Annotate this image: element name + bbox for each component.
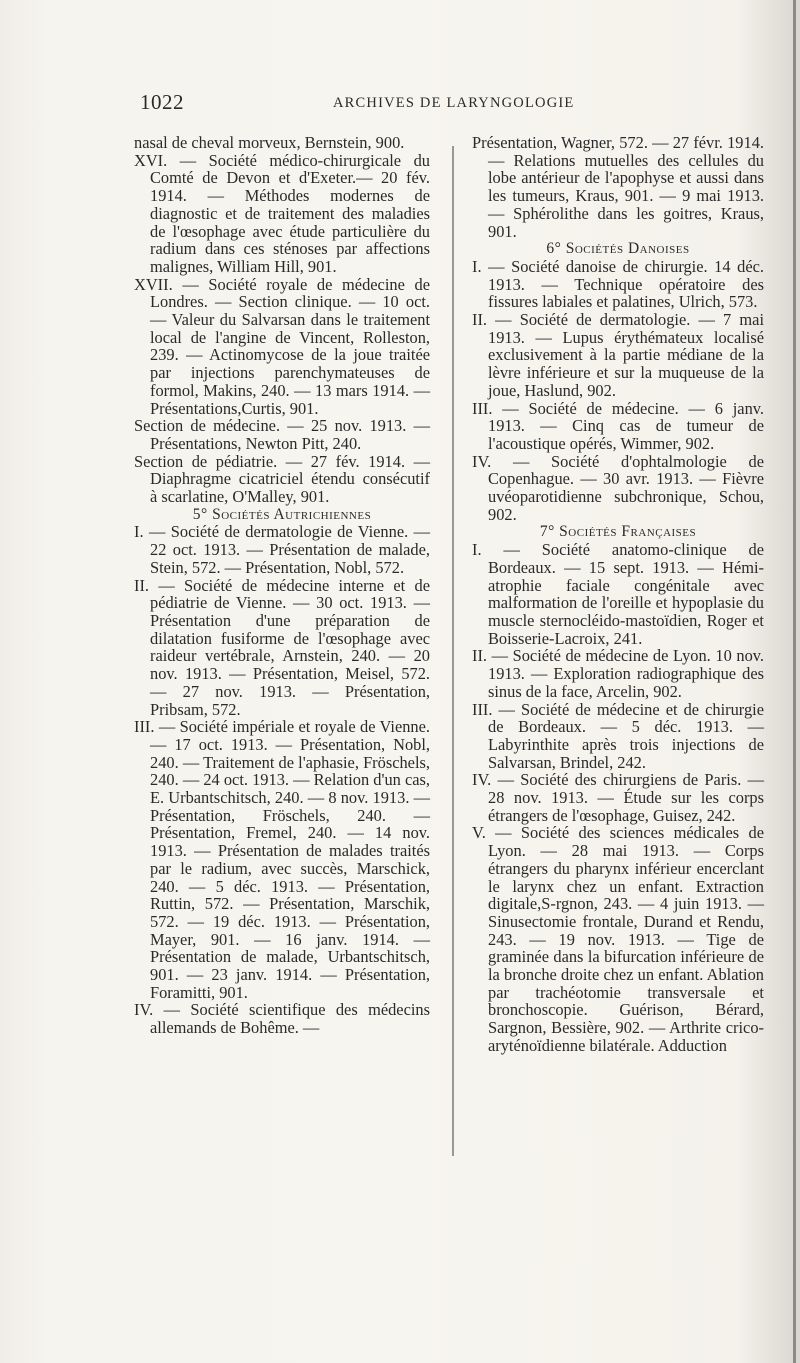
right-column <box>472 134 764 1055</box>
page-edge-shadow <box>793 0 796 1363</box>
index-entry: I. — Société danoise de chirurgie. 14 déc. 1913. — Technique opératoire des fissures labiales et palatines, Ulrich, 573. <box>472 256 764 312</box>
index-entry: III. — Société de médecine et de chirurgie de Bordeaux. — 5 déc. 1913. — Labyrinthite après trois injections de Salvarsan, Brindel, 242. <box>472 699 764 772</box>
index-entry: V. — Société des sciences médicales de Lyon. — 28 mai 1913. — Corps étrangers du pharynx inférieur encerclant le larynx chez un enfant. Extraction digitale,S-rgnon, 243. — 4 juin 1913. — Sinusectomie frontale, Durand et Rendu, 243. — 19 nov. 1913. — Tige de graminée dans la bifurcation inférieure de la bronche droite chez un enfant. Ablation par trachéotomie transversale et bronchoscopie. Guérison, Bérard, Sargnon, Bessière, 902. — Arthrite crico-aryténoïdienne bilatérale. Adduction <box>472 823 764 1055</box>
page-header <box>140 90 740 116</box>
index-entry: IV. — Société d'ophtalmologie de Copenhague. — 30 avr. 1913. — Fièvre uvéoparotidienne subchronique, Schou, 902. <box>472 451 764 524</box>
index-entry: IV. — Société des chirurgiens de Paris. — 28 nov. 1913. — Étude sur les corps étrangers de l'œsophage, Guisez, 242. <box>472 770 764 825</box>
section-heading: 5° Sociétés Autrichiennes <box>192 505 372 523</box>
index-entry: nasal de cheval morveux, Bernstein, 900. <box>134 133 405 152</box>
index-entry: XVII. — Société royale de médecine de Londres. — Section clinique. — 10 oct. — Valeur du Salvarsan dans le traitement local de l'angine de Vincent, Rolleston, 239. — Actinomycose de la joue traitée par injections parenchymateuses de formol, Makins, 240. — 13 mars 1914. — Présentations,Curtis, 901. <box>134 274 430 418</box>
page-number: 1022 <box>140 90 184 114</box>
index-entry: IV. — Société scientifique des médecins allemands de Bohême. — <box>134 1000 430 1038</box>
section-heading: 7° Sociétés Françaises <box>539 523 697 541</box>
index-entry: I. — Société de dermatologie de Vienne. — 22 oct. 1913. — Présentation de malade, Stein, 572. — Présentation, Nobl, 572. <box>134 522 430 577</box>
left-column <box>134 134 430 1037</box>
index-entry: II. — Société de médecine de Lyon. 10 nov. 1913. — Exploration radiographique des sinus de la face, Arcelin, 902. <box>472 646 764 701</box>
section-heading: 6° Sociétés Danoises <box>546 240 690 258</box>
index-entry: I. — Société anatomo-clinique de Bordeaux. — 15 sept. 1913. — Hémi-atrophie faciale congénitale avec malformation de l'oreille et hypoplasie du muscle sternocléido-mastoïdien, Roger et Boisserie-Lacroix, 241. <box>472 540 764 648</box>
index-entry: Présentation, Wagner, 572. — 27 févr. 1914. — Relations mutuelles des cellules du lobe antérieur de l'apophyse et aussi dans les tumeurs, Kraus, 901. — 9 mai 1913. — Sphérolithe dans les goitres, Kraus, 901. <box>472 133 764 241</box>
index-entry: Section de pédiatrie. — 27 fév. 1914. — Diaphragme cicatriciel étendu consécutif à scarlatine, O'Malley, 901. <box>134 451 430 507</box>
column-divider <box>452 146 454 1156</box>
index-entry: II. — Société de médecine interne et de pédiatrie de Vienne. — 30 oct. 1913. — Présentation d'une préparation de dilatation fusiforme de l'œsophage avec raideur vertébrale, Arnstein, 240. — 20 nov. 1913. — Présentation, Meisel, 572. — 27 nov. 1913. — Présentation, Pribsam, 572. <box>134 575 430 719</box>
index-entry: Section de médecine. — 25 nov. 1913. — Présentations, Newton Pitt, 240. <box>134 416 430 453</box>
index-entry: III. — Société de médecine. — 6 janv. 1913. — Cinq cas de tumeur de l'acoustique opérés, Wimmer, 902. <box>472 398 764 453</box>
index-entry: III. — Société impériale et royale de Vienne. — 17 oct. 1913. — Présentation, Nobl, 240. — Traitement de l'aphasie, Fröschels, 240. — 24 oct. 1913. — Relation d'un cas, E. Urbantschitsch, 240. — 8 nov. 1913. — Présentation, Fröschels, 240. — Présentation, Fremel, 240. — 14 nov. 1913. — Présentation de malades traités par le radium, avec succès, Marschick, 240. — 5 déc. 1913. — Présentation, Ruttin, 572. — Présentation, Marschik, 572. — 19 déc. 1913. — Présentation, Mayer, 901. — 16 janv. 1914. — Présentation de malade, Urbantschitsch, 901. — 23 janv. 1914. — Présentation, Foramitti, 901. <box>134 717 430 1002</box>
running-head: ARCHIVES DE LARYNGOLOGIE <box>333 95 575 111</box>
index-entry: XVI. — Société médico-chirurgicale du Comté de Devon et d'Exeter.— 20 fév. 1914. — Méthodes modernes de diagnostic et de traitement des maladies de l'œsophage avec étude particulière du radium dans ces sténoses par affections malignes, William Hill, 901. <box>134 150 430 276</box>
index-entry: II. — Société de dermatologie. — 7 mai 1913. — Lupus érythémateux localisé exclusivement à la partie médiane de la lèvre inférieure et sur la muqueuse de la joue, Haslund, 902. <box>472 310 764 400</box>
